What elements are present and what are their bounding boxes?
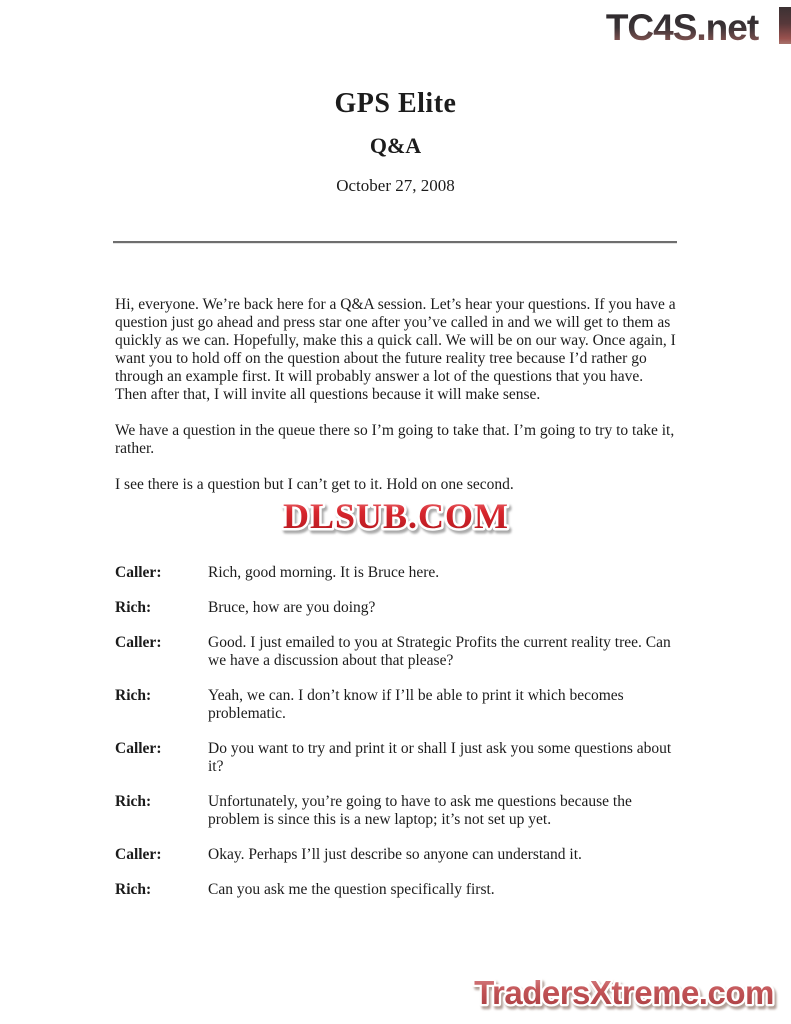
speaker-label: Rich: [115, 881, 152, 898]
intro-paragraph-3: I see there is a question but I can’t get to it. Hold on one second. [115, 476, 514, 493]
horizontal-rule [113, 241, 677, 244]
intro-paragraph-2: We have a question in the queue there so I’m going to take that. I’m going to try to take it, rather. [115, 422, 675, 457]
tc4s-logo-graphic [587, 3, 777, 49]
dialogue-row [115, 793, 678, 829]
red-edge-mark [779, 7, 791, 44]
dialogue-row [115, 687, 678, 723]
tradersxtreme-watermark [459, 970, 789, 1021]
dialogue-text: Rich, good morning. It is Bruce here. [208, 564, 440, 581]
dialogue-text: Bruce, how are you doing? [208, 599, 376, 616]
page-subtitle: Q&A [369, 133, 422, 158]
dlsub-watermark-graphic [246, 495, 546, 537]
speaker-label: Caller: [115, 634, 162, 651]
dialogue-section [115, 564, 678, 899]
speaker-label: Caller: [115, 564, 162, 581]
tc4s-logo [587, 3, 791, 49]
dialogue-row [115, 564, 678, 582]
speaker-label: Rich: [115, 599, 152, 616]
dialogue-row [115, 634, 678, 670]
dialogue-text: Unfortunately, you’re going to have to ask me questions because the problem is since this is a new laptop; it’s not set up yet. [208, 793, 632, 828]
speaker-label: Rich: [115, 687, 152, 704]
dialogue-row [115, 846, 678, 864]
dialogue-text: Good. I just emailed to you at Strategic Profits the current reality tree. Can we have a discussion about that please? [208, 634, 671, 669]
tc4s-logo-text: TC4S.net [605, 7, 759, 48]
dialogue-row [115, 599, 678, 617]
dlsub-watermark [0, 495, 791, 537]
dialogue-row [115, 881, 678, 899]
dialogue-text: Can you ask me the question specifically first. [208, 881, 495, 898]
intro-section [115, 296, 677, 494]
tradersxtreme-watermark-text: TradersXtreme.com [474, 974, 774, 1011]
tradersxtreme-watermark-graphic [459, 970, 789, 1016]
document-date: October 27, 2008 [336, 176, 455, 195]
speaker-label: Rich: [115, 793, 152, 810]
speaker-label: Caller: [115, 740, 162, 757]
speaker-label: Caller: [115, 846, 162, 863]
page-title: GPS Elite [334, 88, 457, 119]
intro-paragraph-1: Hi, everyone. We’re back here for a Q&A session. Let’s hear your questions. If you have a question just go ahead and press star one after you’ve called in and we will get to them as quickly as we can. Hopefully, make this a quick call. We will be on our way. Once again, I want you to hold off on the question about the future reality tree because I’d rather go through an example first. It will probably answer a lot of the questions that you have. Then after that, I will invite all questions because it will make sense. [115, 296, 676, 403]
dialogue-row [115, 740, 678, 776]
dlsub-watermark-text: DLSUB.COM [282, 496, 509, 536]
dialogue-text: Yeah, we can. I don’t know if I’ll be able to print it which becomes problematic. [208, 687, 624, 722]
dialogue-text: Okay. Perhaps I’ll just describe so anyone can understand it. [208, 846, 582, 863]
dialogue-text: Do you want to try and print it or shall I just ask you some questions about it? [208, 740, 672, 775]
